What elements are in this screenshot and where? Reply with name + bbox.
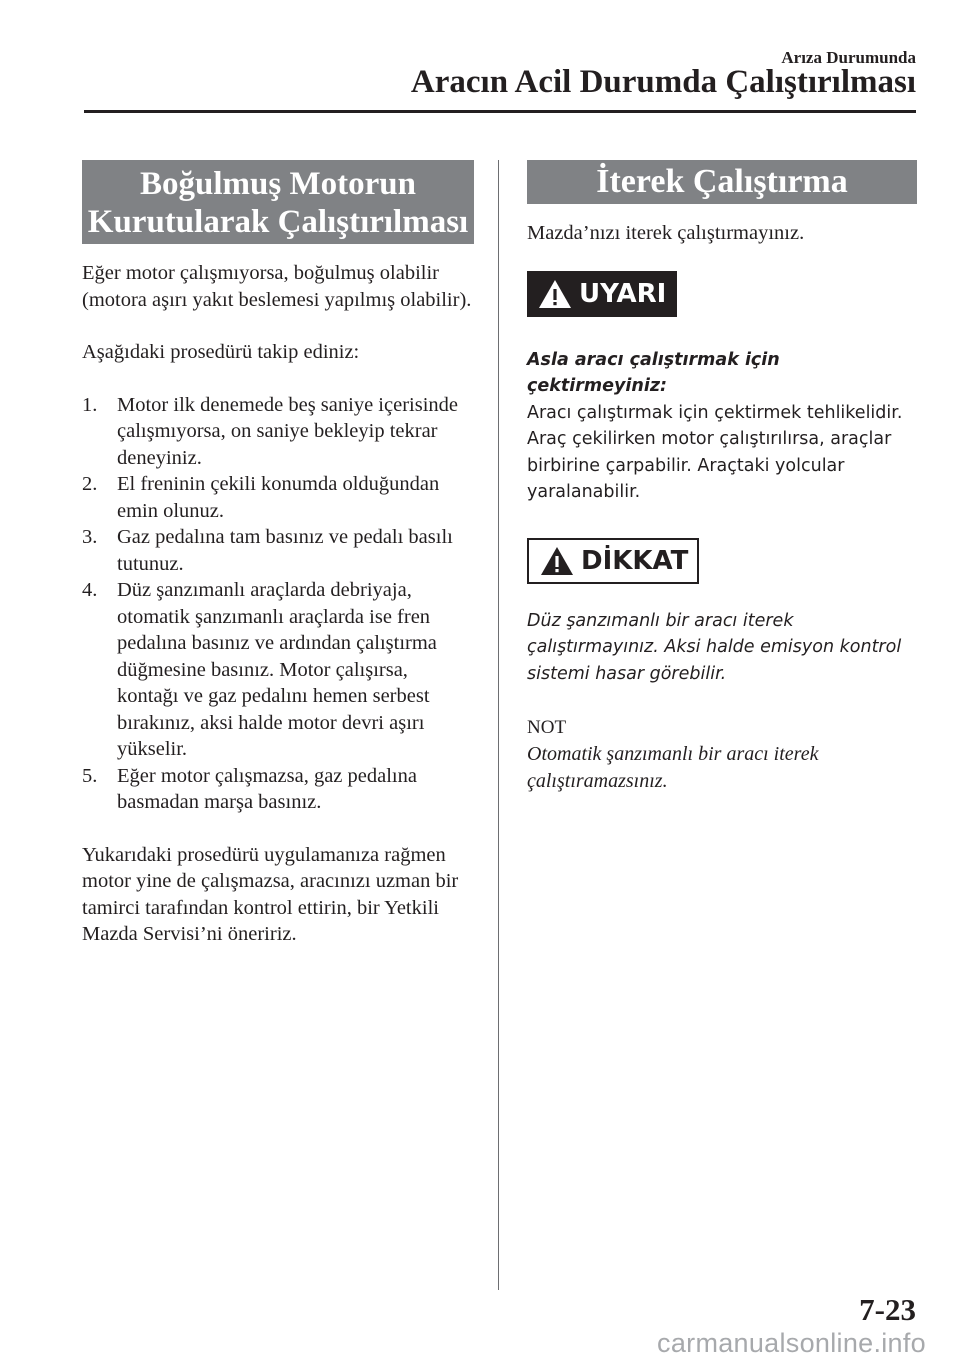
banner-line-1: Boğulmuş Motorun xyxy=(140,166,416,202)
list-item xyxy=(82,577,474,763)
intro-paragraph: Eğer motor çalışmıyorsa, boğulmuş olabilir (motora aşırı yakıt beslemesi yapılmış olabilir). xyxy=(82,262,472,311)
step-text: Eğer motor çalışmazsa, gaz pedalına basmadan marşa basınız. xyxy=(117,764,417,813)
step-number: 3. xyxy=(82,526,98,548)
instruction-paragraph: Aşağıdaki prosedürü takip ediniz: xyxy=(82,341,360,363)
step-number: 5. xyxy=(82,764,98,787)
warning-label xyxy=(527,271,677,317)
warning-label-text: UYARI xyxy=(579,278,667,309)
right-column xyxy=(527,160,917,794)
step-number: 2. xyxy=(82,473,98,495)
banner-line-2: Kurutularak Çalıştırılması xyxy=(87,204,469,240)
list-item xyxy=(82,763,474,816)
steps-list xyxy=(82,392,474,816)
list-item xyxy=(82,471,474,524)
note-label: NOT xyxy=(527,717,567,738)
section-banner-push-start: İterek Çalıştırma xyxy=(527,160,917,204)
page-title: Aracın Acil Durumda Çalıştırılması xyxy=(410,64,916,100)
chapter-name: Arıza Durumunda xyxy=(781,48,916,67)
left-column xyxy=(82,160,474,948)
header-rule xyxy=(84,110,916,113)
caution-label-text: DİKKAT xyxy=(581,545,689,576)
list-item xyxy=(82,524,474,577)
caution-text: Düz şanzımanlı bir aracı iterek çalıştırmayınız. Aksi halde emisyon kontrol sistemi hasar görebilir. xyxy=(527,610,902,684)
step-number: 1. xyxy=(82,393,98,416)
step-text: Gaz pedalına tam basınız ve pedalı basılı tutunuz. xyxy=(117,526,453,575)
page-number: 7-23 xyxy=(859,1292,916,1327)
watermark: carmanualsonline.info xyxy=(657,1328,926,1358)
step-number: 4. xyxy=(82,579,98,601)
column-divider xyxy=(498,160,499,1290)
warning-text: Aracı çalıştırmak için çektirmek tehlikelidir. Araç çekilirken motor çalıştırılırsa, araçlar birbirine çarpabilir. Araçtaki yolcular yaralanabilir. xyxy=(527,402,903,502)
warning-triangle-icon xyxy=(537,278,573,310)
push-start-intro: Mazda’nızı iterek çalıştırmayınız. xyxy=(527,222,805,244)
warning-heading: Asla aracı çalıştırmak için çektirmeyiniz: xyxy=(527,349,780,396)
list-item xyxy=(82,392,474,472)
closing-paragraph: Yukarıdaki prosedürü uygulamanıza rağmen motor yine de çalışmazsa, aracınızı uzman bir tamirci tarafından kontrol ettirin, bir Yetkili Mazda Servisi’ni öneririz. xyxy=(82,843,459,945)
section-banner-flooded-engine xyxy=(82,160,474,244)
step-text: Motor ilk denemede beş saniye içerisinde çalışmıyorsa, on saniye bekleyip tekrar deneyiniz. xyxy=(117,393,458,469)
step-text: Düz şanzımanlı araçlarda debriyaja, otomatik şanzımanlı araçlarda ise fren pedalına basınız ve ardından çalıştırma düğmesine basınız. Motor çalışırsa, kontağı ve gaz pedalını hemen serbest bırakınız, aksi halde motor devri aşırı yükselir. xyxy=(117,579,437,760)
caution-label xyxy=(527,538,699,584)
caution-triangle-icon xyxy=(539,545,575,577)
step-text: El freninin çekili konumda olduğundan emin olunuz. xyxy=(117,473,440,522)
note-text: Otomatik şanzımanlı bir aracı iterek çalıştıramazsınız. xyxy=(527,743,819,792)
